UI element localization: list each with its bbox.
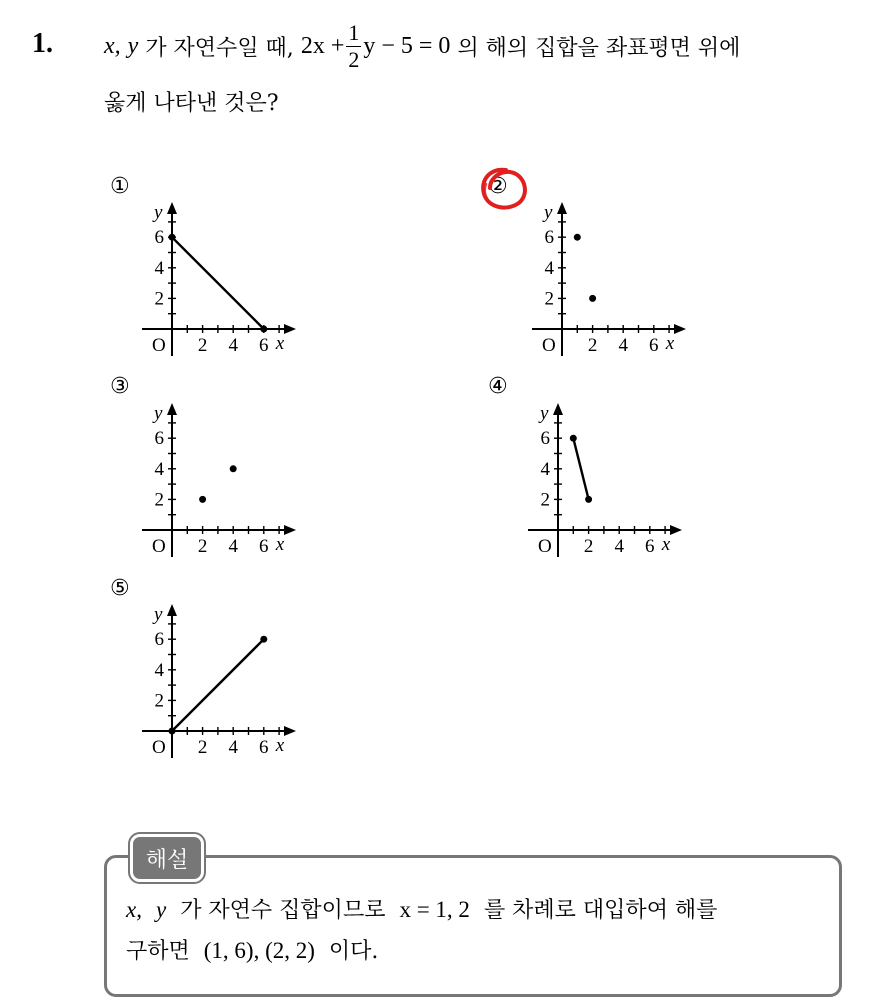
y-tick-label: 4 [154,257,164,279]
choice-3-label[interactable]: ③ [110,374,130,399]
x-tick-label: 6 [259,335,269,356]
origin-label: O [538,536,552,557]
solution-substitution: x = 1, 2 [399,897,470,922]
x-axis-label: x [275,735,285,756]
plot-point [585,496,592,503]
question-line-1 [104,14,740,78]
solution-var-y: y [155,897,167,922]
plot-segment [172,639,264,731]
x-axis-arrow [284,525,296,535]
x-tick-label: 6 [645,536,655,557]
var-x: x, [104,32,121,59]
question-text-b: 의 해의 집합을 좌표평면 위에 [457,35,741,61]
var-y: y [127,32,139,59]
solution-text-c: 구하면 [126,939,190,964]
x-tick-label: 2 [583,536,594,557]
solution-points: (1, 6), (2, 2) [203,938,315,963]
x-axis-label: x [275,333,285,354]
y-axis-arrow [553,403,563,415]
solution-line-2 [126,931,826,972]
plot-point [574,234,581,241]
y-tick-label: 6 [544,227,554,249]
y-axis-label: y [154,202,163,223]
x-tick-label: 2 [197,335,208,356]
question-text-a: 가 자연수일 때, [145,35,294,61]
choice-4-graph [526,397,706,567]
choice-2-graph [530,196,710,366]
origin-label: O [542,335,556,356]
x-tick-label: 2 [587,335,598,356]
choice-3-graph [140,397,320,567]
plot-point [570,435,577,442]
fraction-denominator: 2 [348,46,360,72]
plot-point [260,636,267,643]
plot-point [199,496,206,503]
solution-tab: 해설 [130,834,204,882]
y-axis-label: y [544,202,553,223]
equation-fraction [346,19,361,72]
choice-5-label[interactable]: ⑤ [110,576,130,601]
x-axis-arrow [284,324,296,334]
x-tick-label: 2 [197,737,208,758]
answer-mark-circle [476,164,532,216]
x-tick-label: 4 [618,335,628,356]
x-tick-label: 2 [197,536,208,557]
equation-prefix: 2x + [300,32,345,59]
choice-1-graph [140,196,320,366]
y-tick-label: 2 [154,690,164,712]
solution-text-a: 가 자연수 집합이므로 [180,898,386,923]
question-number: 1. [32,28,53,59]
y-tick-label: 4 [540,458,550,480]
x-axis-arrow [674,324,686,334]
x-axis-arrow [284,726,296,736]
choice-1-label[interactable]: ① [110,174,130,199]
y-tick-label: 6 [154,227,164,249]
x-axis-label: x [665,333,675,354]
x-tick-label: 6 [259,737,269,758]
choice-5-graph [140,598,320,768]
origin-label: O [152,737,166,758]
y-axis-arrow [167,403,177,415]
x-axis-label: x [275,534,285,555]
y-tick-label: 2 [544,288,554,310]
solution-text [126,890,826,972]
y-axis-arrow [557,202,567,214]
x-tick-label: 4 [614,536,624,557]
y-tick-label: 4 [544,257,554,279]
plot-point [169,728,176,735]
x-axis-arrow [670,525,682,535]
question-line-2: 옳게 나타낸 것은? [104,91,279,116]
plot-point [169,234,176,241]
plot-segment [573,438,588,499]
y-tick-label: 6 [154,629,164,651]
solution-line-1 [126,890,826,931]
y-tick-label: 2 [154,288,164,310]
x-tick-label: 4 [228,335,238,356]
y-axis-arrow [167,202,177,214]
x-tick-label: 6 [259,536,269,557]
solution-text-d: 이다. [328,939,379,964]
y-tick-label: 6 [540,428,550,450]
plot-point [230,465,237,472]
y-tick-label: 2 [154,489,164,511]
y-tick-label: 2 [540,489,550,511]
choice-4-label[interactable]: ④ [488,374,508,399]
y-axis-label: y [154,403,163,424]
y-axis-label: y [540,403,549,424]
x-tick-label: 4 [228,737,238,758]
solution-text-b: 를 차례로 대입하여 해를 [483,898,718,923]
fraction-numerator: 1 [348,19,360,45]
plot-point [589,295,596,302]
origin-label: O [152,536,166,557]
y-tick-label: 6 [154,428,164,450]
equation-suffix: y − 5 = 0 [363,32,451,59]
y-tick-label: 4 [154,659,164,681]
choice-2-label[interactable]: ② [488,174,508,199]
y-tick-label: 4 [154,458,164,480]
plot-point [260,326,267,333]
y-axis-label: y [154,604,163,625]
x-axis-label: x [661,534,671,555]
x-tick-label: 4 [228,536,238,557]
plot-segment [172,237,264,329]
origin-label: O [152,335,166,356]
x-tick-label: 6 [649,335,659,356]
y-axis-arrow [167,604,177,616]
solution-var-x: x, [126,897,142,922]
